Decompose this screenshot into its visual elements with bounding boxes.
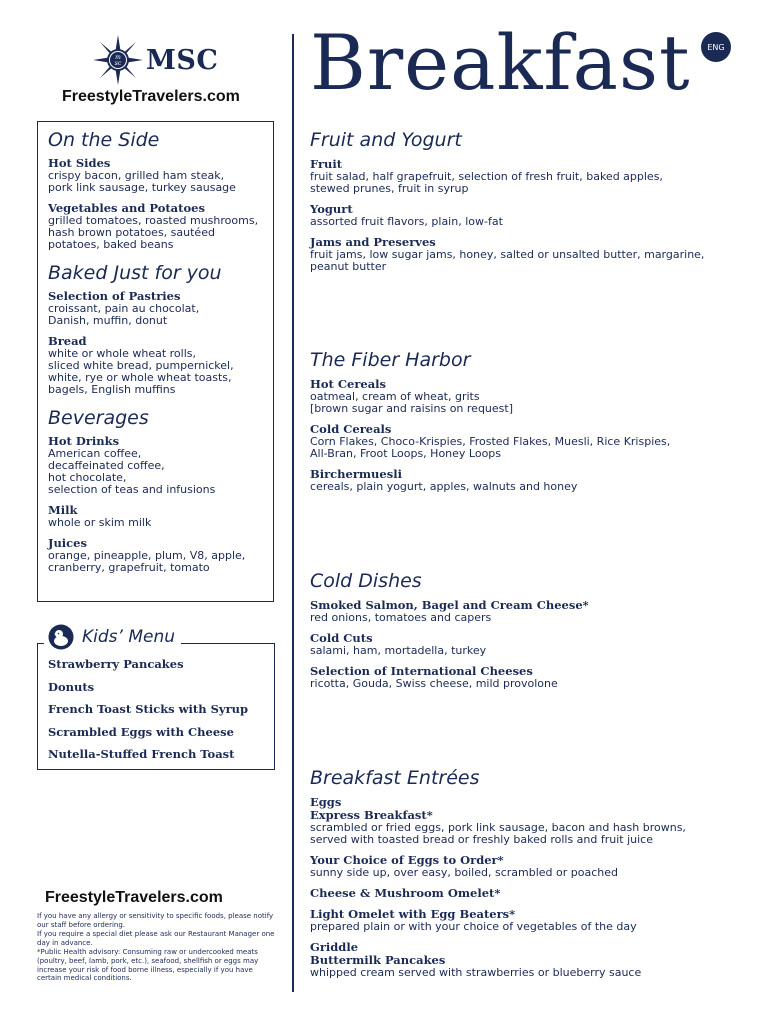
menu-item: [310, 908, 750, 933]
menu-item: [310, 423, 750, 460]
item-desc: crispy bacon, grilled ham steak,: [48, 169, 225, 182]
item-name: Hot Sides: [48, 156, 111, 170]
item-name: Your Choice of Eggs to Order*: [310, 853, 504, 867]
item-desc: hash brown potatoes, sautéed: [48, 226, 215, 239]
kids-item: Nutella-Stuffed French Toast: [48, 747, 235, 761]
menu-item: [48, 157, 273, 194]
item-name: Cold Cereals: [310, 422, 392, 436]
item-desc: Corn Flakes, Choco-Krispies, Frosted Flakes, Muesli, Rice Krispies,: [310, 435, 671, 448]
item-name: Juices: [48, 536, 87, 550]
item-desc: white or whole wheat rolls,: [48, 347, 197, 360]
duck-icon: [48, 624, 74, 650]
menu-item: [48, 335, 273, 396]
item-desc: scrambled or fried eggs, pork link sausage, bacon and hash browns,: [310, 821, 686, 834]
kids-menu-panel: [37, 643, 275, 770]
section-beverages: [48, 406, 273, 574]
item-name: Hot Drinks: [48, 434, 120, 448]
page-title: Breakfast: [310, 18, 691, 107]
section-title: Breakfast Entrées: [310, 767, 480, 789]
griddle-subheading: Griddle: [310, 940, 359, 954]
side-panel: [37, 121, 274, 602]
section-fiber-harbor: [310, 348, 750, 501]
item-name: Selection of International Cheeses: [310, 664, 533, 678]
menu-item: [310, 236, 750, 273]
item-desc: stewed prunes, fruit in syrup: [310, 182, 469, 195]
compass-rose-icon: [92, 34, 144, 86]
item-desc: peanut butter: [310, 260, 387, 273]
item-desc: pork link sausage, turkey sausage: [48, 181, 236, 194]
menu-item: [310, 665, 750, 690]
health-advisory-note: *Public Health advisory: Consuming raw or undercooked meats (poultry, beef, lamb, pork, etc.), seafood, shellfish or eggs may increase your risk of food borne illness, especially if you have certain medical conditions.: [37, 948, 259, 983]
menu-item: [310, 887, 750, 900]
item-desc: cranberry, grapefruit, tomato: [48, 561, 210, 574]
item-desc: Danish, muffin, donut: [48, 314, 168, 327]
section-title: Cold Dishes: [310, 570, 422, 592]
item-desc: grilled tomatoes, roasted mushrooms,: [48, 214, 259, 227]
kids-menu-title: Kids’ Menu: [82, 627, 176, 647]
section-breakfast-entrees: [310, 766, 750, 987]
menu-item: [48, 435, 273, 496]
item-desc: assorted fruit flavors, plain, low-fat: [310, 215, 503, 228]
svg-text:sc: sc: [114, 60, 122, 67]
item-name: Smoked Salmon, Bagel and Cream Cheese*: [310, 598, 589, 612]
allergy-note: If you have any allergy or sensitivity to specific foods, please notify our staff before ordering.: [37, 912, 274, 929]
kids-item: Scrambled Eggs with Cheese: [48, 724, 234, 739]
menu-item: [48, 537, 273, 574]
menu-item: [310, 378, 750, 415]
menu-item: [310, 599, 750, 624]
eggs-subheading: Eggs: [310, 795, 342, 809]
item-desc: whole or skim milk: [48, 516, 152, 529]
language-badge[interactable]: ENG: [701, 32, 731, 62]
item-desc: croissant, pain au chocolat,: [48, 302, 200, 315]
section-title: Fruit and Yogurt: [310, 129, 462, 151]
item-desc: served with toasted bread or freshly baked rolls and fruit juice: [310, 833, 653, 846]
kids-item: Donuts: [48, 679, 95, 694]
item-desc: white, rye or whole wheat toasts,: [48, 371, 232, 384]
section-cold-dishes: [310, 569, 750, 698]
item-desc: orange, pineapple, plum, V8, apple,: [48, 549, 246, 562]
item-name: Hot Cereals: [310, 377, 386, 391]
kids-menu-header: [44, 622, 181, 652]
section-title: The Fiber Harbor: [310, 349, 471, 371]
svg-text:m: m: [115, 54, 121, 61]
item-desc: sliced white bread, pumpernickel,: [48, 359, 234, 372]
item-name: Bread: [48, 334, 87, 348]
item-desc: salami, ham, mortadella, turkey: [310, 644, 487, 657]
item-name: Cheese & Mushroom Omelet*: [310, 886, 501, 900]
section-title: Beverages: [48, 407, 149, 429]
menu-item: [310, 158, 750, 195]
item-desc: [brown sugar and raisins on request]: [310, 402, 513, 415]
item-desc: whipped cream served with strawberries or blueberry sauce: [310, 966, 642, 979]
special-diet-note: If you require a special diet please ask our Restaurant Manager one day in advance.: [37, 930, 275, 947]
item-desc: hot chocolate,: [48, 471, 127, 484]
section-title: On the Side: [48, 129, 160, 151]
item-name: Selection of Pastries: [48, 289, 181, 303]
section-baked: [48, 261, 273, 396]
item-desc: decaffeinated coffee,: [48, 459, 165, 472]
kids-item: French Toast Sticks with Syrup: [48, 702, 249, 716]
item-desc: oatmeal, cream of wheat, grits: [310, 390, 480, 403]
item-name: Cold Cuts: [310, 631, 373, 645]
website-bottom[interactable]: FreestyleTravelers.com: [45, 889, 223, 906]
item-desc: ricotta, Gouda, Swiss cheese, mild provolone: [310, 677, 558, 690]
item-desc: fruit jams, low sugar jams, honey, salted or unsalted butter, margarine,: [310, 248, 705, 261]
item-name: Buttermilk Pancakes: [310, 953, 446, 967]
item-name: Milk: [48, 503, 78, 517]
menu-item: [310, 468, 750, 493]
item-desc: fruit salad, half grapefruit, selection of fresh fruit, baked apples,: [310, 170, 663, 183]
item-name: Express Breakfast*: [310, 808, 433, 822]
menu-item: [310, 632, 750, 657]
menu-item: [48, 290, 273, 327]
menu-item: [48, 504, 273, 529]
item-desc: red onions, tomatoes and capers: [310, 611, 492, 624]
menu-item: [310, 854, 750, 879]
menu-item: [310, 203, 750, 228]
msc-logo: [92, 34, 232, 86]
item-name: Light Omelet with Egg Beaters*: [310, 907, 516, 921]
item-name: Fruit: [310, 157, 343, 171]
item-name: Vegetables and Potatoes: [48, 201, 205, 215]
brand-name: MSC: [146, 44, 219, 76]
website-top[interactable]: FreestyleTravelers.com: [62, 88, 240, 105]
item-desc: selection of teas and infusions: [48, 483, 216, 496]
item-name: Birchermuesli: [310, 467, 402, 481]
column-divider: [292, 34, 294, 992]
menu-item: [310, 954, 750, 979]
item-desc: American coffee,: [48, 447, 142, 460]
item-desc: sunny side up, over easy, boiled, scrambled or poached: [310, 866, 618, 879]
item-name: Jams and Preserves: [310, 235, 436, 249]
menu-item: [310, 809, 750, 846]
menu-item: [48, 202, 273, 251]
item-desc: cereals, plain yogurt, apples, walnuts and honey: [310, 480, 578, 493]
footnotes: [37, 912, 277, 984]
section-title: Baked Just for you: [48, 262, 222, 284]
item-name: Yogurt: [310, 202, 353, 216]
kids-item: Strawberry Pancakes: [48, 657, 184, 671]
item-desc: potatoes, baked beans: [48, 238, 174, 251]
section-fruit-yogurt: [310, 128, 750, 281]
section-on-the-side: [48, 128, 273, 251]
item-desc: All-Bran, Froot Loops, Honey Loops: [310, 447, 502, 460]
item-desc: prepared plain or with your choice of vegetables of the day: [310, 920, 637, 933]
item-desc: bagels, English muffins: [48, 383, 176, 396]
